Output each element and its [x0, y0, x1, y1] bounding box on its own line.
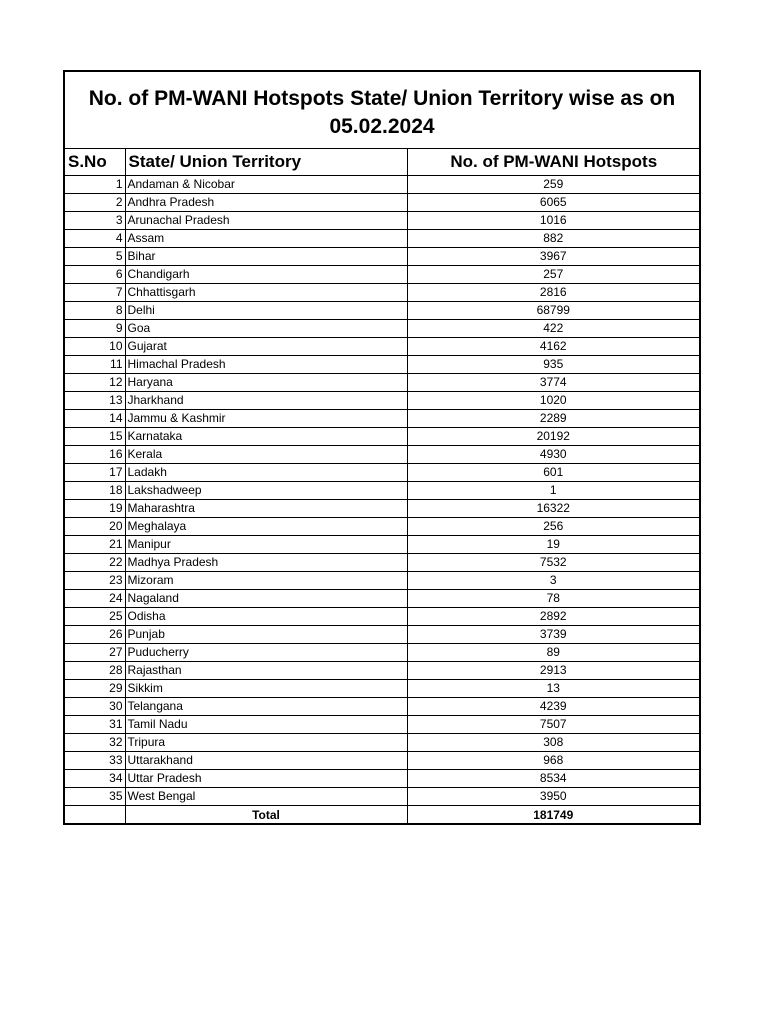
row-state-cell: Madhya Pradesh — [125, 554, 407, 572]
table-row — [64, 770, 700, 788]
row-hotspots-cell: 20192 — [407, 428, 700, 446]
row-hotspots-cell: 257 — [407, 266, 700, 284]
row-state-cell: Ladakh — [125, 464, 407, 482]
row-sno-cell: 10 — [64, 338, 125, 356]
row-state-cell: Uttar Pradesh — [125, 770, 407, 788]
row-hotspots-cell: 3774 — [407, 374, 700, 392]
row-sno-cell: 28 — [64, 662, 125, 680]
row-hotspots-cell: 7532 — [407, 554, 700, 572]
table-row — [64, 482, 700, 500]
table-row — [64, 680, 700, 698]
table-body — [64, 176, 700, 806]
row-state-cell: Manipur — [125, 536, 407, 554]
row-hotspots-cell: 4162 — [407, 338, 700, 356]
table-row — [64, 662, 700, 680]
row-sno-cell: 22 — [64, 554, 125, 572]
row-sno-cell: 13 — [64, 392, 125, 410]
row-state-cell: Assam — [125, 230, 407, 248]
table-row — [64, 176, 700, 194]
row-state-cell: Lakshadweep — [125, 482, 407, 500]
row-sno-cell: 27 — [64, 644, 125, 662]
row-sno-cell: 7 — [64, 284, 125, 302]
row-hotspots-cell: 13 — [407, 680, 700, 698]
row-sno-cell: 8 — [64, 302, 125, 320]
row-state-cell: Punjab — [125, 626, 407, 644]
row-state-cell: Gujarat — [125, 338, 407, 356]
row-sno-cell: 33 — [64, 752, 125, 770]
row-sno-cell: 2 — [64, 194, 125, 212]
row-hotspots-cell: 78 — [407, 590, 700, 608]
row-hotspots-cell: 422 — [407, 320, 700, 338]
row-sno-cell: 19 — [64, 500, 125, 518]
row-hotspots-cell: 601 — [407, 464, 700, 482]
row-state-cell: Tamil Nadu — [125, 716, 407, 734]
total-label: Total — [125, 806, 407, 825]
row-hotspots-cell: 2892 — [407, 608, 700, 626]
row-state-cell: Kerala — [125, 446, 407, 464]
row-hotspots-cell: 882 — [407, 230, 700, 248]
row-hotspots-cell: 968 — [407, 752, 700, 770]
row-state-cell: Sikkim — [125, 680, 407, 698]
row-sno-cell: 30 — [64, 698, 125, 716]
table-row — [64, 302, 700, 320]
row-sno-cell: 11 — [64, 356, 125, 374]
row-hotspots-cell: 4930 — [407, 446, 700, 464]
row-hotspots-cell: 1020 — [407, 392, 700, 410]
row-sno-cell: 34 — [64, 770, 125, 788]
table-row — [64, 644, 700, 662]
table-row — [64, 284, 700, 302]
row-sno-cell: 9 — [64, 320, 125, 338]
table-row — [64, 356, 700, 374]
total-sno-cell — [64, 806, 125, 825]
row-hotspots-cell: 2289 — [407, 410, 700, 428]
row-sno-cell: 18 — [64, 482, 125, 500]
row-state-cell: Puducherry — [125, 644, 407, 662]
table-row — [64, 536, 700, 554]
row-state-cell: Jharkhand — [125, 392, 407, 410]
row-sno-cell: 1 — [64, 176, 125, 194]
row-sno-cell: 14 — [64, 410, 125, 428]
row-state-cell: Rajasthan — [125, 662, 407, 680]
table-row — [64, 338, 700, 356]
row-state-cell: Uttarakhand — [125, 752, 407, 770]
table-row — [64, 788, 700, 806]
row-hotspots-cell: 259 — [407, 176, 700, 194]
row-state-cell: Telangana — [125, 698, 407, 716]
row-sno-cell: 4 — [64, 230, 125, 248]
row-hotspots-cell: 3739 — [407, 626, 700, 644]
row-sno-cell: 31 — [64, 716, 125, 734]
row-sno-cell: 35 — [64, 788, 125, 806]
column-header-sno: S.No — [64, 149, 125, 176]
table-row — [64, 590, 700, 608]
total-value: 181749 — [407, 806, 700, 825]
table-row — [64, 752, 700, 770]
row-hotspots-cell: 3 — [407, 572, 700, 590]
row-state-cell: Goa — [125, 320, 407, 338]
row-hotspots-cell: 4239 — [407, 698, 700, 716]
table-row — [64, 734, 700, 752]
row-hotspots-cell: 935 — [407, 356, 700, 374]
table-row — [64, 572, 700, 590]
row-sno-cell: 5 — [64, 248, 125, 266]
table-row — [64, 464, 700, 482]
row-hotspots-cell: 7507 — [407, 716, 700, 734]
row-sno-cell: 3 — [64, 212, 125, 230]
table-row — [64, 554, 700, 572]
page-title: No. of PM-WANI Hotspots State/ Union Territory wise as on 05.02.2024 — [64, 71, 700, 149]
table-row — [64, 374, 700, 392]
row-sno-cell: 23 — [64, 572, 125, 590]
row-hotspots-cell: 89 — [407, 644, 700, 662]
table-row — [64, 248, 700, 266]
row-state-cell: Bihar — [125, 248, 407, 266]
table-row — [64, 716, 700, 734]
table-row — [64, 212, 700, 230]
row-state-cell: West Bengal — [125, 788, 407, 806]
table-row — [64, 698, 700, 716]
row-state-cell: Odisha — [125, 608, 407, 626]
table-row — [64, 194, 700, 212]
row-hotspots-cell: 68799 — [407, 302, 700, 320]
table-row — [64, 608, 700, 626]
row-state-cell: Himachal Pradesh — [125, 356, 407, 374]
row-sno-cell: 24 — [64, 590, 125, 608]
row-sno-cell: 32 — [64, 734, 125, 752]
table-row — [64, 518, 700, 536]
row-hotspots-cell: 3967 — [407, 248, 700, 266]
row-sno-cell: 21 — [64, 536, 125, 554]
table-row — [64, 320, 700, 338]
row-hotspots-cell: 2816 — [407, 284, 700, 302]
table-row — [64, 500, 700, 518]
row-state-cell: Mizoram — [125, 572, 407, 590]
row-state-cell: Delhi — [125, 302, 407, 320]
column-header-state: State/ Union Territory — [125, 149, 407, 176]
table-row — [64, 626, 700, 644]
row-sno-cell: 16 — [64, 446, 125, 464]
column-header-hotspots: No. of PM-WANI Hotspots — [407, 149, 700, 176]
row-state-cell: Karnataka — [125, 428, 407, 446]
row-sno-cell: 12 — [64, 374, 125, 392]
row-state-cell: Nagaland — [125, 590, 407, 608]
row-sno-cell: 26 — [64, 626, 125, 644]
row-hotspots-cell: 19 — [407, 536, 700, 554]
total-row — [64, 806, 700, 825]
row-state-cell: Andhra Pradesh — [125, 194, 407, 212]
row-state-cell: Arunachal Pradesh — [125, 212, 407, 230]
row-state-cell: Jammu & Kashmir — [125, 410, 407, 428]
table-row — [64, 428, 700, 446]
hotspots-table — [63, 70, 701, 825]
row-hotspots-cell: 3950 — [407, 788, 700, 806]
table-row — [64, 446, 700, 464]
table-row — [64, 230, 700, 248]
row-hotspots-cell: 8534 — [407, 770, 700, 788]
row-hotspots-cell: 1 — [407, 482, 700, 500]
table-row — [64, 266, 700, 284]
hotspots-sheet — [63, 70, 699, 825]
row-hotspots-cell: 308 — [407, 734, 700, 752]
row-sno-cell: 20 — [64, 518, 125, 536]
row-state-cell: Chandigarh — [125, 266, 407, 284]
row-hotspots-cell: 2913 — [407, 662, 700, 680]
row-state-cell: Maharashtra — [125, 500, 407, 518]
row-hotspots-cell: 1016 — [407, 212, 700, 230]
table-row — [64, 392, 700, 410]
table-row — [64, 410, 700, 428]
row-sno-cell: 29 — [64, 680, 125, 698]
row-sno-cell: 6 — [64, 266, 125, 284]
row-state-cell: Meghalaya — [125, 518, 407, 536]
row-hotspots-cell: 16322 — [407, 500, 700, 518]
row-sno-cell: 17 — [64, 464, 125, 482]
row-state-cell: Andaman & Nicobar — [125, 176, 407, 194]
row-sno-cell: 25 — [64, 608, 125, 626]
row-sno-cell: 15 — [64, 428, 125, 446]
row-state-cell: Tripura — [125, 734, 407, 752]
row-hotspots-cell: 256 — [407, 518, 700, 536]
row-state-cell: Chhattisgarh — [125, 284, 407, 302]
row-state-cell: Haryana — [125, 374, 407, 392]
row-hotspots-cell: 6065 — [407, 194, 700, 212]
table-header-row — [64, 149, 700, 176]
